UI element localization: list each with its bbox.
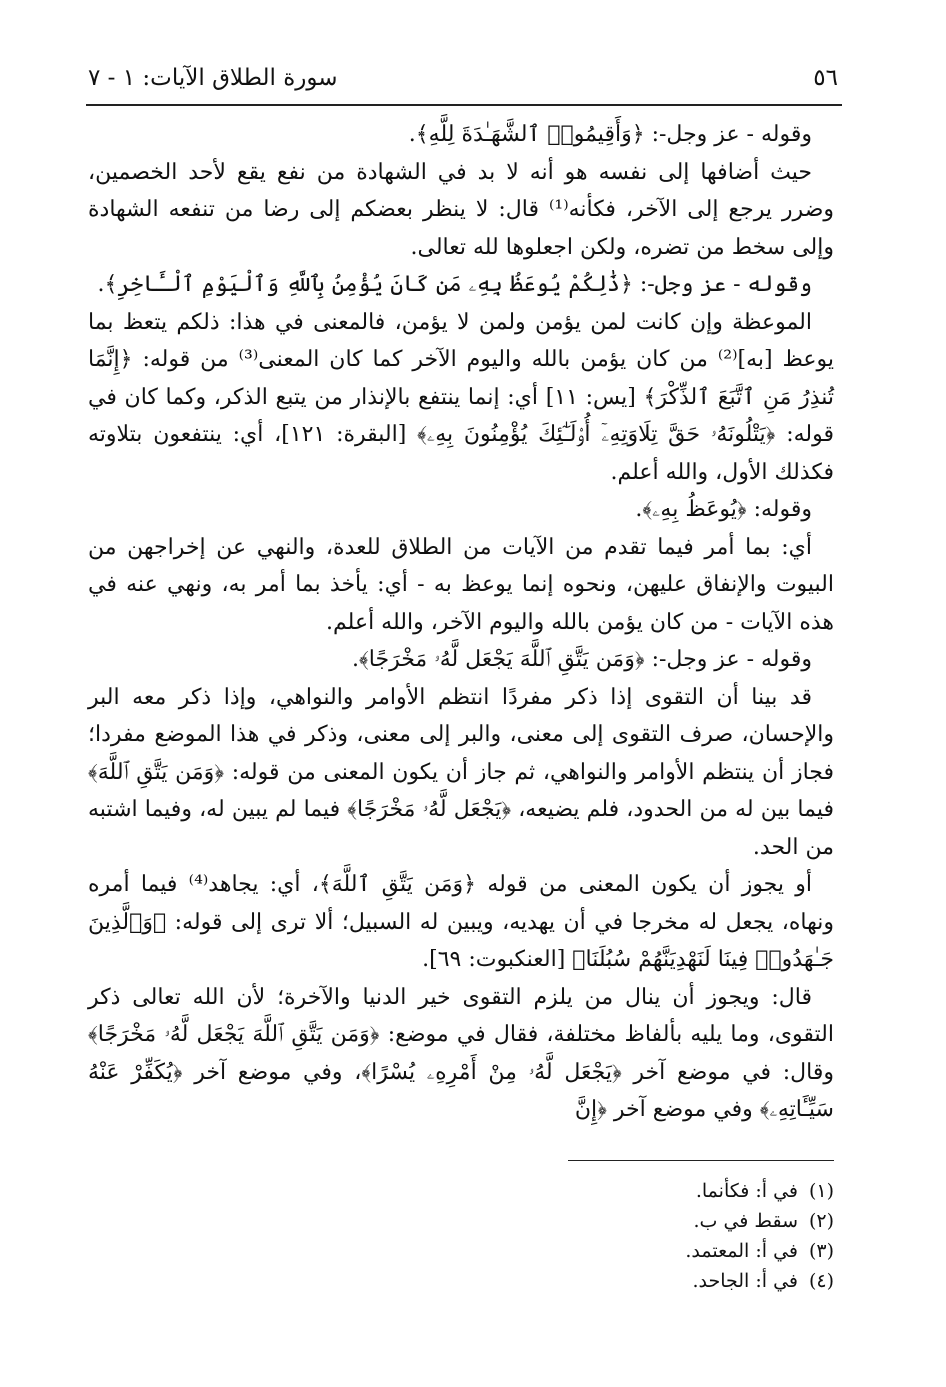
paragraph: أي: بما أمر فيما تقدم من الآيات من الطلاق للعدة، والنهي عن إخراجهن من البيوت والإنفاق عليهن، ونحوه إنما يوعظ به - أي: يأخذ بما أمر به، ونهي عنه في هذه الآيات - من كان يؤمن بالله واليوم الآخر، والله أعلم. <box>88 534 834 635</box>
paragraph: الموعظة وإن كانت لمن يؤمن ولمن لا يؤمن، فالمعنى في هذا: ذلكم يتعظ بما يوعظ [به]⁽²⁾ من كان يؤمن بالله واليوم الآخر كما كان المعنى⁽³⁾ من قوله: ﴿إِنَّمَا تُنذِرُ مَنِ ٱتَّبَعَ ٱلذِّكْرَ﴾ [يس: ١١] أي: إنما ينتفع بالإنذار من يتبع الذكر، وكما كان في قوله: ﴿يَتْلُونَهُۥ حَقَّ تِلَاوَتِهِۦٓ أُو۟لَـٰٓئِكَ يُؤْمِنُونَ بِهِۦ﴾ [البقرة: ١٢١]، أي: ينتفعون بتلاوته فكذلك الأول، والله أعلم. <box>88 309 835 485</box>
footnote-number: (٤) <box>808 1270 834 1292</box>
paragraph: قال: ويجوز أن ينال من يلزم التقوى خير الدنيا والآخرة؛ لأن الله تعالى ذكر التقوى، وما يليه بألفاظ مختلفة، فقال في موضع: ﴿وَمَن يَتَّقِ ٱللَّهَ يَجْعَل لَّهُۥ مَخْرَجًا﴾ وقال: في موضع آخر ﴿يَجْعَل لَّهُۥ مِنْ أَمْرِهِۦ يُسْرًا﴾، وفي موضع آخر ﴿يُكَفِّرْ عَنْهُ سَيِّـَٔاتِهِۦ﴾ وفي موضع آخر ﴿إِنَّ <box>88 984 834 1122</box>
footnote-number: (٢) <box>808 1210 834 1232</box>
body-text <box>88 116 834 1129</box>
paragraph: حيث أضافها إلى نفسه هو أنه لا بد في الشهادة من نفع يقع لأحد الخصمين، وضرر يرجع إلى الآخر، فكأنه⁽¹⁾ قال: لا ينظر بعضكم إلى رضا من تنفعه الشهادة وإلى سخط من تضره، ولكن اجعلوها لله تعالى. <box>88 159 835 260</box>
footnote-text: في أ: فكأنما. <box>695 1180 798 1202</box>
footnote-item <box>414 1266 834 1296</box>
page-header <box>88 58 838 98</box>
running-title: سورة الطلاق الآيات: ١ - ٧ <box>88 65 338 91</box>
header-rule <box>86 104 842 106</box>
paragraph: قد بينا أن التقوى إذا ذكر مفردًا انتظم الأوامر والنواهي، وإذا ذكر معه البر والإحسان، صرف التقوى إلى معنى، والبر إلى معنى، وذكر في هذا الموضع مفردا؛ فجاز أن ينتظم الأوامر والنواهي، ثم جاز أن يكون المعنى من قوله: ﴿وَمَن يَتَّقِ ٱللَّهَ﴾ فيما بين له من الحدود، فلم يضيعه، ﴿يَجْعَل لَّهُۥ مَخْرَجًا﴾ فيما لم يبين له، وفيما اشتبه من الحد. <box>88 684 834 860</box>
footnote-text: في أ: المعتمد. <box>685 1240 798 1262</box>
footnote-text: سقط في ب. <box>693 1210 798 1232</box>
footnote-rule <box>568 1160 834 1161</box>
page-number: ٥٦ <box>813 65 838 91</box>
footnotes <box>414 1176 834 1296</box>
footnote-text: في أ: الجاحد. <box>692 1270 798 1292</box>
footnote-item <box>414 1236 834 1266</box>
paragraph: وقوله: ﴿يُوعَظُ بِهِۦ﴾. <box>635 497 812 522</box>
footnote-number: (١) <box>808 1180 834 1202</box>
paragraph: وقوله - عز وجل-: ﴿ذَٰلِكُمْ يُوعَظُ بِهِۦ مَن كَانَ يُؤْمِنُ بِٱللَّهِ وَٱلْيَوْمِ ٱلْـَٔاخِرِ﴾. <box>97 272 812 297</box>
footnote-number: (٣) <box>808 1240 834 1262</box>
paragraph: وقوله - عز وجل-: ﴿وَأَقِيمُوا۟ ٱلشَّهَـٰدَةَ لِلَّهِ﴾. <box>408 122 812 147</box>
footnote-item <box>414 1176 834 1206</box>
paragraph: أو يجوز أن يكون المعنى من قوله ﴿وَمَن يَتَّقِ ٱللَّهَ﴾، أي: يجاهد⁽⁴⁾ فيما أمره ونهاه، يجعل له مخرجا في أن يهديه، ويبين له السبيل؛ ألا ترى إلى قوله: ﴿وَٱلَّذِينَ جَـٰهَدُوا۟ فِينَا لَنَهْدِيَنَّهُمْ سُبُلَنَا﴾ [العنكبوت: ٦٩]. <box>88 872 834 972</box>
paragraph: وقوله - عز وجل-: ﴿وَمَن يَتَّقِ ٱللَّهَ يَجْعَل لَّهُۥ مَخْرَجًا﴾. <box>352 647 812 672</box>
footnote-item <box>414 1206 834 1236</box>
